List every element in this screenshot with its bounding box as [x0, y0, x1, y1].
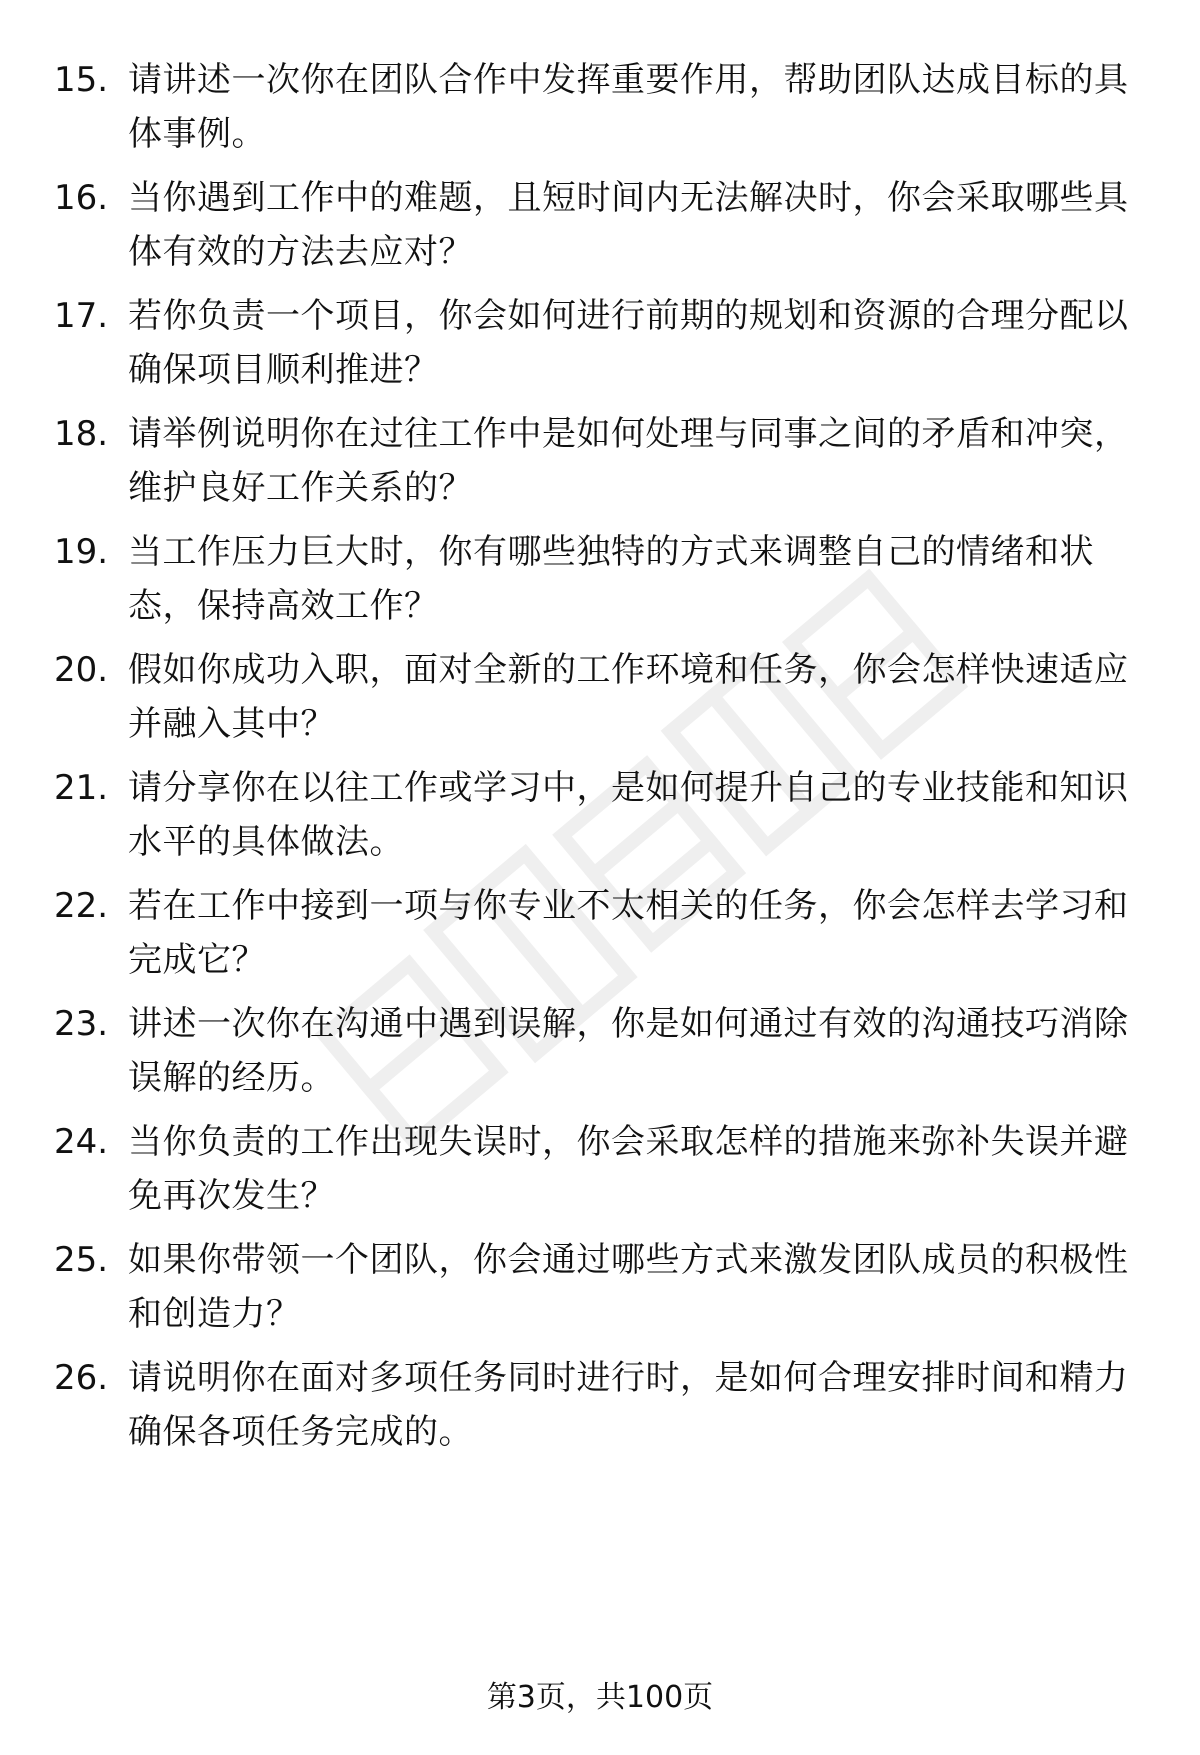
- question-text: 假如你成功入职，面对全新的工作环境和任务，你会怎样快速适应并融入其中？: [128, 650, 1129, 744]
- question-number: 16.: [54, 178, 109, 218]
- question-item: [0, 1233, 1200, 1343]
- question-item: [0, 761, 1200, 871]
- question-text: 讲述一次你在沟通中遇到误解，你是如何通过有效的沟通技巧消除误解的经历。: [128, 1004, 1129, 1098]
- question-item: [0, 879, 1200, 989]
- question-number: 21.: [54, 768, 109, 808]
- question-item: [0, 1115, 1200, 1225]
- question-text: 当你遇到工作中的难题，且短时间内无法解决时，你会采取哪些具体有效的方法去应对？: [128, 178, 1129, 272]
- question-number: 18.: [54, 414, 109, 454]
- question-item: [0, 171, 1200, 281]
- question-text: 当工作压力巨大时，你有哪些独特的方式来调整自己的情绪和状态，保持高效工作？: [128, 532, 1094, 626]
- question-number: 22.: [54, 886, 109, 926]
- question-item: [0, 997, 1200, 1107]
- question-item: [0, 53, 1200, 163]
- question-number: 26.: [54, 1358, 109, 1398]
- page-footer: 第3页，共100页: [486, 1680, 714, 1715]
- question-number: 20.: [54, 650, 109, 690]
- question-text: 请说明你在面对多项任务同时进行时，是如何合理安排时间和精力确保各项任务完成的。: [128, 1358, 1129, 1452]
- question-item: [0, 1351, 1200, 1461]
- question-number: 25.: [54, 1240, 109, 1280]
- question-text: 当你负责的工作出现失误时，你会采取怎样的措施来弥补失误并避免再次发生？: [128, 1122, 1129, 1216]
- question-item: [0, 525, 1200, 635]
- question-number: 23.: [54, 1004, 109, 1044]
- question-text: 请举例说明你在过往工作中是如何处理与同事之间的矛盾和冲突，维护良好工作关系的？: [128, 414, 1129, 508]
- question-item: [0, 643, 1200, 753]
- question-item: [0, 289, 1200, 399]
- question-number: 19.: [54, 532, 109, 572]
- question-text: 如果你带领一个团队，你会通过哪些方式来激发团队成员的积极性和创造力？: [128, 1240, 1129, 1334]
- question-number: 17.: [54, 296, 109, 336]
- question-item: [0, 407, 1200, 517]
- question-text: 请分享你在以往工作或学习中，是如何提升自己的专业技能和知识水平的具体做法。: [128, 768, 1129, 862]
- question-text: 若在工作中接到一项与你专业不太相关的任务，你会怎样去学习和完成它？: [128, 886, 1129, 980]
- question-text: 请讲述一次你在团队合作中发挥重要作用，帮助团队达成目标的具体事例。: [128, 60, 1129, 154]
- question-text: 若你负责一个项目，你会如何进行前期的规划和资源的合理分配以确保项目顺利推进？: [128, 296, 1129, 390]
- question-number: 24.: [54, 1122, 109, 1162]
- question-number: 15.: [54, 60, 109, 100]
